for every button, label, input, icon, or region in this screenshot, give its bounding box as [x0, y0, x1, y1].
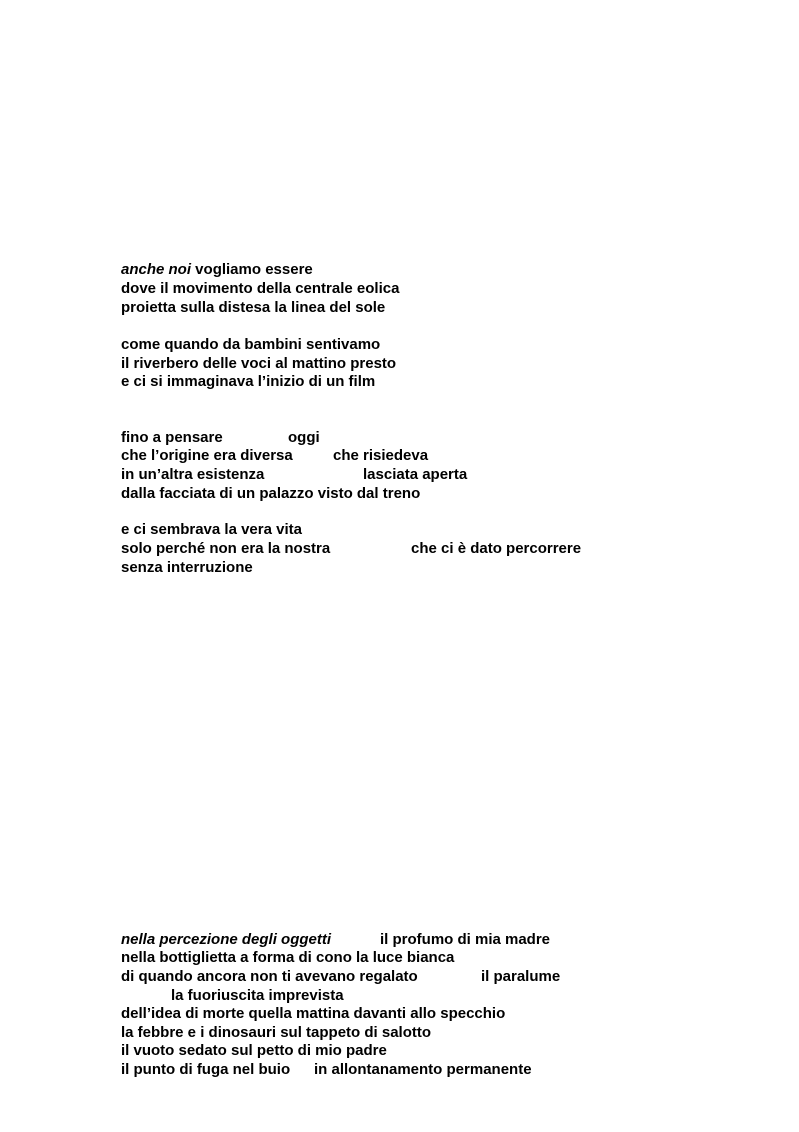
line-segment: oggi: [288, 429, 320, 446]
stanza1-line2: dove il movimento della centrale eolica: [121, 280, 400, 297]
stanza5-line2: nella bottiglietta a forma di cono la luce bianca: [121, 949, 455, 966]
line-segment: in allontanamento permanente: [314, 1061, 532, 1078]
stanza2-line1: come quando da bambini sentivamo: [121, 336, 381, 353]
line-segment: di quando ancora non ti avevano regalato: [121, 968, 418, 985]
stanza4-line3: senza interruzione: [121, 559, 253, 576]
line-segment: il profumo di mia madre: [380, 931, 551, 948]
line-segment: fino a pensare: [121, 429, 223, 446]
stanza3-line4: dalla facciata di un palazzo visto dal treno: [121, 485, 421, 502]
line-segment: il paralume: [481, 968, 561, 985]
stanza4-line1: e ci sembrava la vera vita: [121, 521, 302, 538]
stanza5-line6: la febbre e i dinosauri sul tappeto di salotto: [121, 1024, 432, 1041]
stanza2-line2: il riverbero delle voci al mattino presto: [121, 355, 397, 372]
line-segment: che l’origine era diversa: [121, 447, 293, 464]
stanza5-line4: la fuoriuscita imprevista: [171, 987, 344, 1004]
line-segment: che risiedeva: [333, 447, 429, 464]
stanza1-line1: [121, 261, 313, 279]
line-text: vogliamo essere: [191, 261, 313, 278]
line-segment: il punto di fuga nel buio: [121, 1061, 291, 1078]
stanza2-line3: e ci si immaginava l’inizio di un film: [121, 373, 376, 390]
stanza5-line7: il vuoto sedato sul petto di mio padre: [121, 1042, 387, 1059]
stanza1-line3: proietta sulla distesa la linea del sole: [121, 299, 386, 316]
line-segment: che ci è dato percorrere: [411, 540, 582, 557]
italic-phrase: anche noi: [121, 261, 192, 278]
line-segment: solo perché non era la nostra: [121, 540, 331, 557]
line-segment: in un’altra esistenza: [121, 466, 265, 483]
line-segment: lasciata aperta: [363, 466, 468, 483]
stanza5-line5: dell’idea di morte quella mattina davanti allo specchio: [121, 1005, 506, 1022]
italic-phrase: nella percezione degli oggetti: [121, 931, 332, 948]
